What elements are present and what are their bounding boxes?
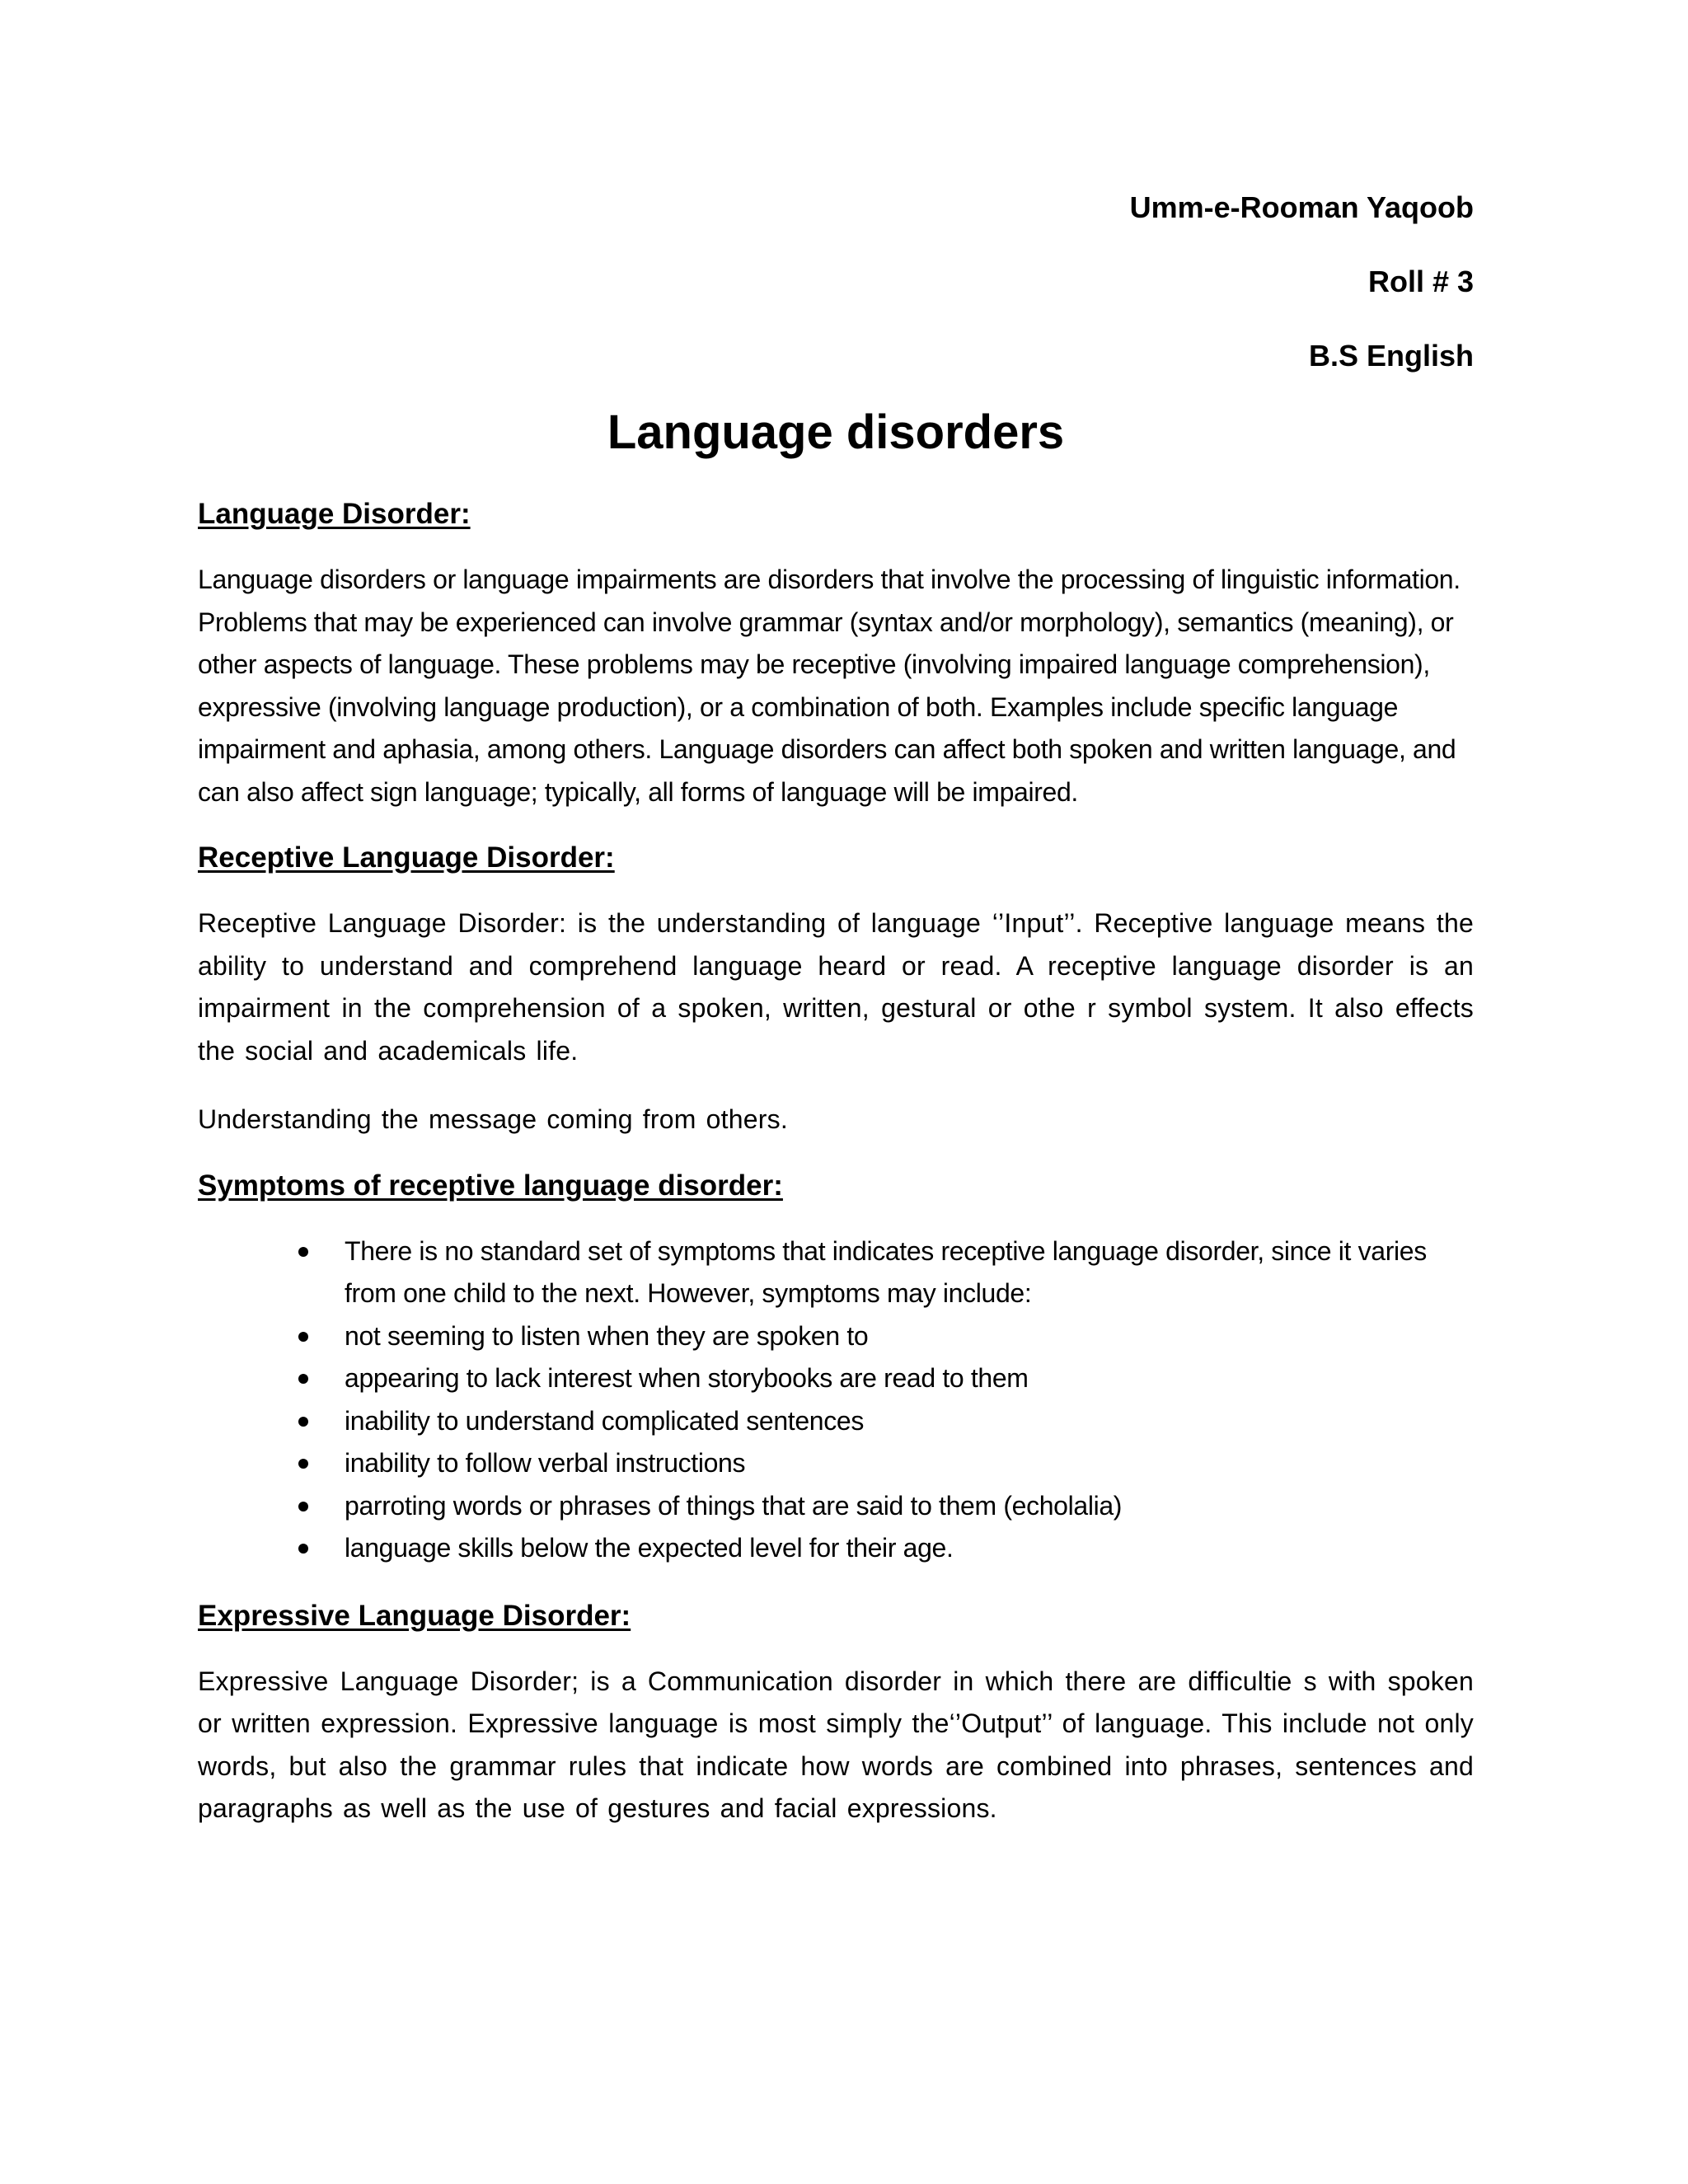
section-heading-expressive: Expressive Language Disorder: [198, 1599, 631, 1632]
section-heading-receptive: Receptive Language Disorder: [198, 841, 615, 874]
list-item [345, 1527, 1474, 1570]
bullet-icon [298, 1544, 308, 1554]
list-item-text: parroting words or phrases of things that are said to them (echolalia) [345, 1490, 1123, 1521]
bullet-icon [298, 1502, 308, 1511]
list-item [345, 1230, 1474, 1315]
list-item [345, 1400, 1474, 1443]
bullet-icon [298, 1332, 308, 1342]
bullet-icon [298, 1374, 308, 1384]
list-item [345, 1315, 1474, 1358]
list-item-text: There is no standard set of symptoms that indicates receptive language disorder, since it varies from one child to the next. However, symptoms may include: [345, 1235, 1427, 1308]
paragraph-language-disorder: Language disorders or language impairments are disorders that involve the processing of linguistic information. Problems that may be experienced can involve grammar (syntax and/or morphology), semantics (meaning), or other aspects of language. These problems may be receptive (involving impaired language comprehension), expressive (involving language production), or a combination of both. Examples include specific language impairment and aphasia, among others. Language disorders can affect both spoken and written language, and can also affect sign language; typically, all forms of language will be impaired. [198, 565, 1461, 807]
symptoms-list [198, 1230, 1474, 1570]
bullet-icon [298, 1417, 308, 1427]
document-title: Language disorders [607, 405, 1065, 459]
author-name: Umm-e-Rooman Yaqoob [1129, 190, 1474, 224]
list-item [345, 1442, 1474, 1485]
document-page [198, 190, 1474, 1857]
paragraph-receptive-note: Understanding the message coming from others. [198, 1104, 788, 1134]
list-item-text: not seeming to listen when they are spoken to [345, 1320, 869, 1351]
section-heading-language-disorder: Language Disorder: [198, 498, 471, 530]
program-name: B.S English [1308, 339, 1474, 373]
bullet-icon [298, 1459, 308, 1469]
paragraph-receptive: Receptive Language Disorder: is the understanding of language ‘’Input’’. Receptive language means the ability to understand and comprehend language heard or read. A receptive language disorder is an impairment in the comprehension of a spoken, written, gestural or othe r symbol system. It also effects the social and academicals life. [198, 908, 1474, 1066]
list-item [345, 1357, 1474, 1400]
list-item-text: inability to understand complicated sentences [345, 1405, 864, 1436]
list-item-text: appearing to lack interest when storybooks are read to them [345, 1363, 1029, 1393]
bullet-icon [298, 1247, 308, 1257]
list-item-text: inability to follow verbal instructions [345, 1448, 746, 1478]
list-item [345, 1485, 1474, 1528]
section-heading-symptoms: Symptoms of receptive language disorder: [198, 1169, 783, 1202]
roll-number: Roll # 3 [1367, 265, 1474, 298]
paragraph-expressive: Expressive Language Disorder; is a Communication disorder in which there are difficultie s with spoken or written expression. Expressive language is most simply the‘’Output’’ of language. This include not only words, but also the grammar rules that indicate how words are combined into phrases, sentences and paragraphs as well as the use of gestures and facial expressions. [198, 1666, 1474, 1823]
list-item-text: language skills below the expected level for their age. [345, 1533, 954, 1563]
